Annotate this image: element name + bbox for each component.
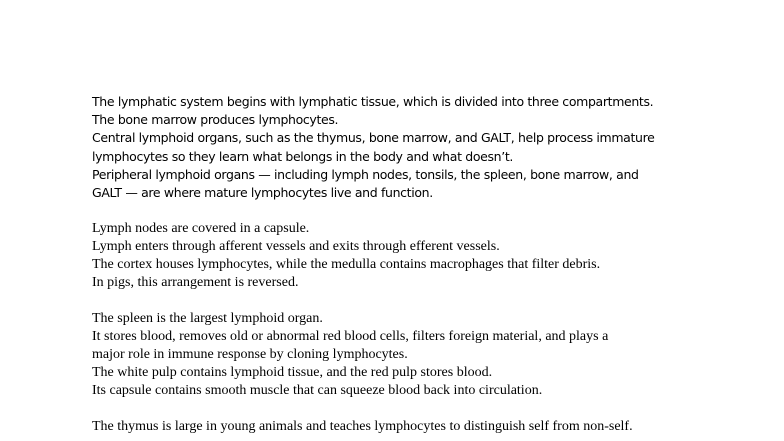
text-line: The spleen is the largest lymphoid organ. — [92, 311, 323, 327]
text-line: Lymph enters through afferent vessels and exits through efferent vessels. — [92, 239, 500, 255]
paragraph-gap — [92, 400, 752, 418]
document-page — [92, 93, 752, 436]
intro-line: The bone marrow produces lymphocytes. — [92, 112, 339, 128]
intro-paragraph — [92, 93, 752, 202]
intro-line: lymphocytes so they learn what belongs in the body and what doesn’t. — [92, 148, 513, 164]
text-line: The white pulp contains lymphoid tissue, and the red pulp stores blood. — [92, 365, 493, 381]
text-line: Its capsule contains smooth muscle that can squeeze blood back into circulation. — [92, 383, 543, 399]
intro-line: Peripheral lymphoid organs — including lymph nodes, tonsils, the spleen, bone marrow, and — [92, 166, 639, 182]
intro-line: GALT — are where mature lymphocytes live and function. — [92, 185, 433, 201]
intro-line: Central lymphoid organs, such as the thymus, bone marrow, and GALT, help process immature — [92, 130, 655, 146]
text-line: The thymus is large in young animals and teaches lymphocytes to distinguish self from non-self. — [92, 419, 633, 435]
spleen-section — [92, 310, 752, 400]
paragraph-gap — [92, 292, 752, 310]
text-line: major role in immune response by cloning lymphocytes. — [92, 347, 408, 363]
text-line: In pigs, this arrangement is reversed. — [92, 275, 299, 291]
body-text — [92, 220, 752, 436]
text-line: It stores blood, removes old or abnormal red blood cells, filters foreign material, and plays a — [92, 329, 609, 345]
text-line: Lymph nodes are covered in a capsule. — [92, 221, 310, 237]
lymph-nodes-section — [92, 220, 752, 292]
thymus-section — [92, 418, 752, 436]
intro-line: The lymphatic system begins with lymphatic tissue, which is divided into three compartments. — [92, 94, 654, 109]
text-line: The cortex houses lymphocytes, while the medulla contains macrophages that filter debris. — [92, 257, 601, 273]
